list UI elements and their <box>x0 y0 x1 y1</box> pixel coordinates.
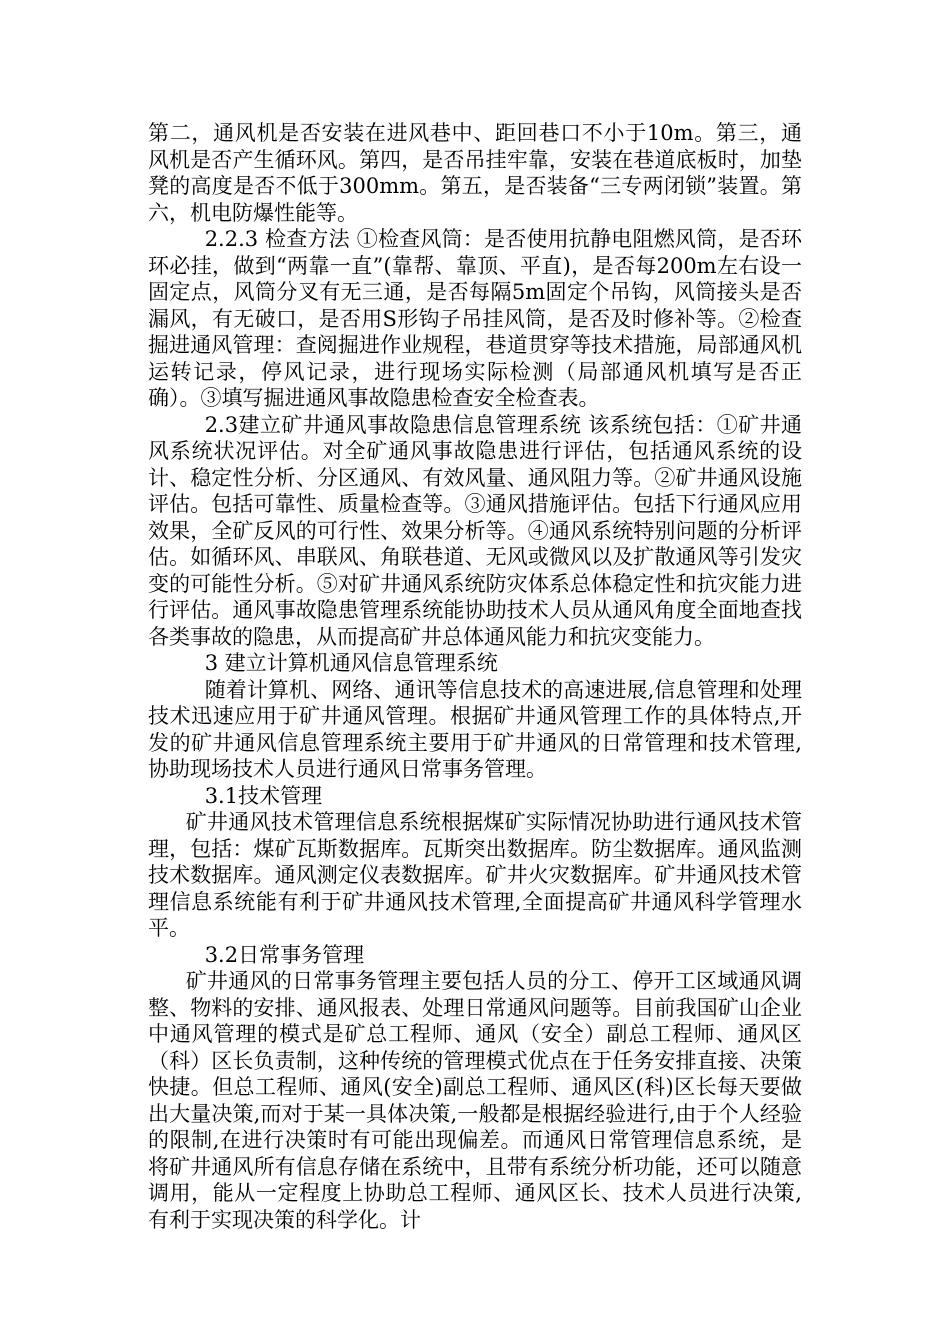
paragraph: 2.3建立矿井通风事故隐患信息管理系统 该系统包括：①矿井通风系统状况评估。对全矿通风事故隐患进行评估，包括通风系统的设计、稳定性分析、分区通风、有效风量、通风阻力等。②矿井通风设施评估。包括可靠性、质量检查等。③通风措施评估。包括下行通风应用效果，全矿反风的可行性、效果分析等。④通风系统特别问题的分析评估。如循环风、串联风、角联巷道、无风或微风以及扩散通风等引发灾变的可能性分析。⑤对矿井通风系统防灾体系总体稳定性和抗灾能力进行评估。通风事故隐患管理系统能协助技术人员从通风角度全面地查找各类事故的隐患，从而提高矿井总体通风能力和抗灾变能力。 <box>148 412 802 649</box>
paragraph: 矿井通风技术管理信息系统根据煤矿实际情况协助进行通风技术管理，包括：煤矿瓦斯数据库。瓦斯突出数据库。防尘数据库。通风监测技术数据库。通风测定仪表数据库。矿井火灾数据库。矿井通风技术管理信息系统能有利于矿井通风技术管理,全面提高矿井通风科学管理水平。 <box>148 810 802 940</box>
section-heading: 3.2日常事务管理 <box>204 942 365 967</box>
paragraph: 矿井通风的日常事务管理主要包括人员的分工、停开工区域通风调整、物料的安排、通风报表、处理日常通风问题等。目前我国矿山企业中通风管理的模式是矿总工程师、通风（安全）副总工程师、通风区（科）区长负责制，这种传统的管理模式优点在于任务安排直接、决策快捷。但总工程师、通风(安全)副总工程师、通风区(科)区长每天要做出大量决策,而对于某一具体决策,一般都是根据经验进行,由于个人经验的限制,在进行决策时有可能出现偏差。而通风日常管理信息系统，是将矿井通风所有信息存储在系统中，且带有系统分析功能，还可以随意调用，能从一定程度上协助总工程师、通风区长、技术人员进行决策,有利于实现决策的科学化。计 <box>148 969 802 1232</box>
paragraph: 第二，通风机是否安装在进风巷中、距回巷口不小于10m。第三，通风机是否产生循环风。第四，是否吊挂牢靠，安装在巷道底板时，加垫凳的高度是否不低于300mm。第五，是否装备“三专两闭锁”装置。第六，机电防爆性能等。 <box>148 121 802 225</box>
document-body <box>148 120 802 1233</box>
section-heading: 3.1技术管理 <box>204 783 323 808</box>
paragraph: 随着计算机、网络、通讯等信息技术的高速进展,信息管理和处理技术迅速应用于矿井通风管理。根据矿井通风管理工作的具体特点,开发的矿井通风信息管理系统主要用于矿井通风的日常管理和技术管理,协助现场技术人员进行通风日常事务管理。 <box>148 677 802 781</box>
section-heading: 3 建立计算机通风信息管理系统 <box>204 651 498 675</box>
paragraph: 2.2.3 检查方法 ①检查风筒：是否使用抗静电阻燃风筒，是否环环必挂，做到“两靠一直”(靠帮、靠顶、平直)，是否每200m左右设一固定点，风筒分叉有无三通，是否每隔5m固定个吊钩，风筒接头是否漏风，有无破口，是否用S形钩子吊挂风筒，是否及时修补等。②检查掘进通风管理：查阅掘进作业规程，巷道贯穿等技术措施，局部通风机运转记录，停风记录，进行现场实际检测（局部通风机填写是否正确）。③填写掘进通风事故隐患检查安全检查表。 <box>148 227 802 410</box>
